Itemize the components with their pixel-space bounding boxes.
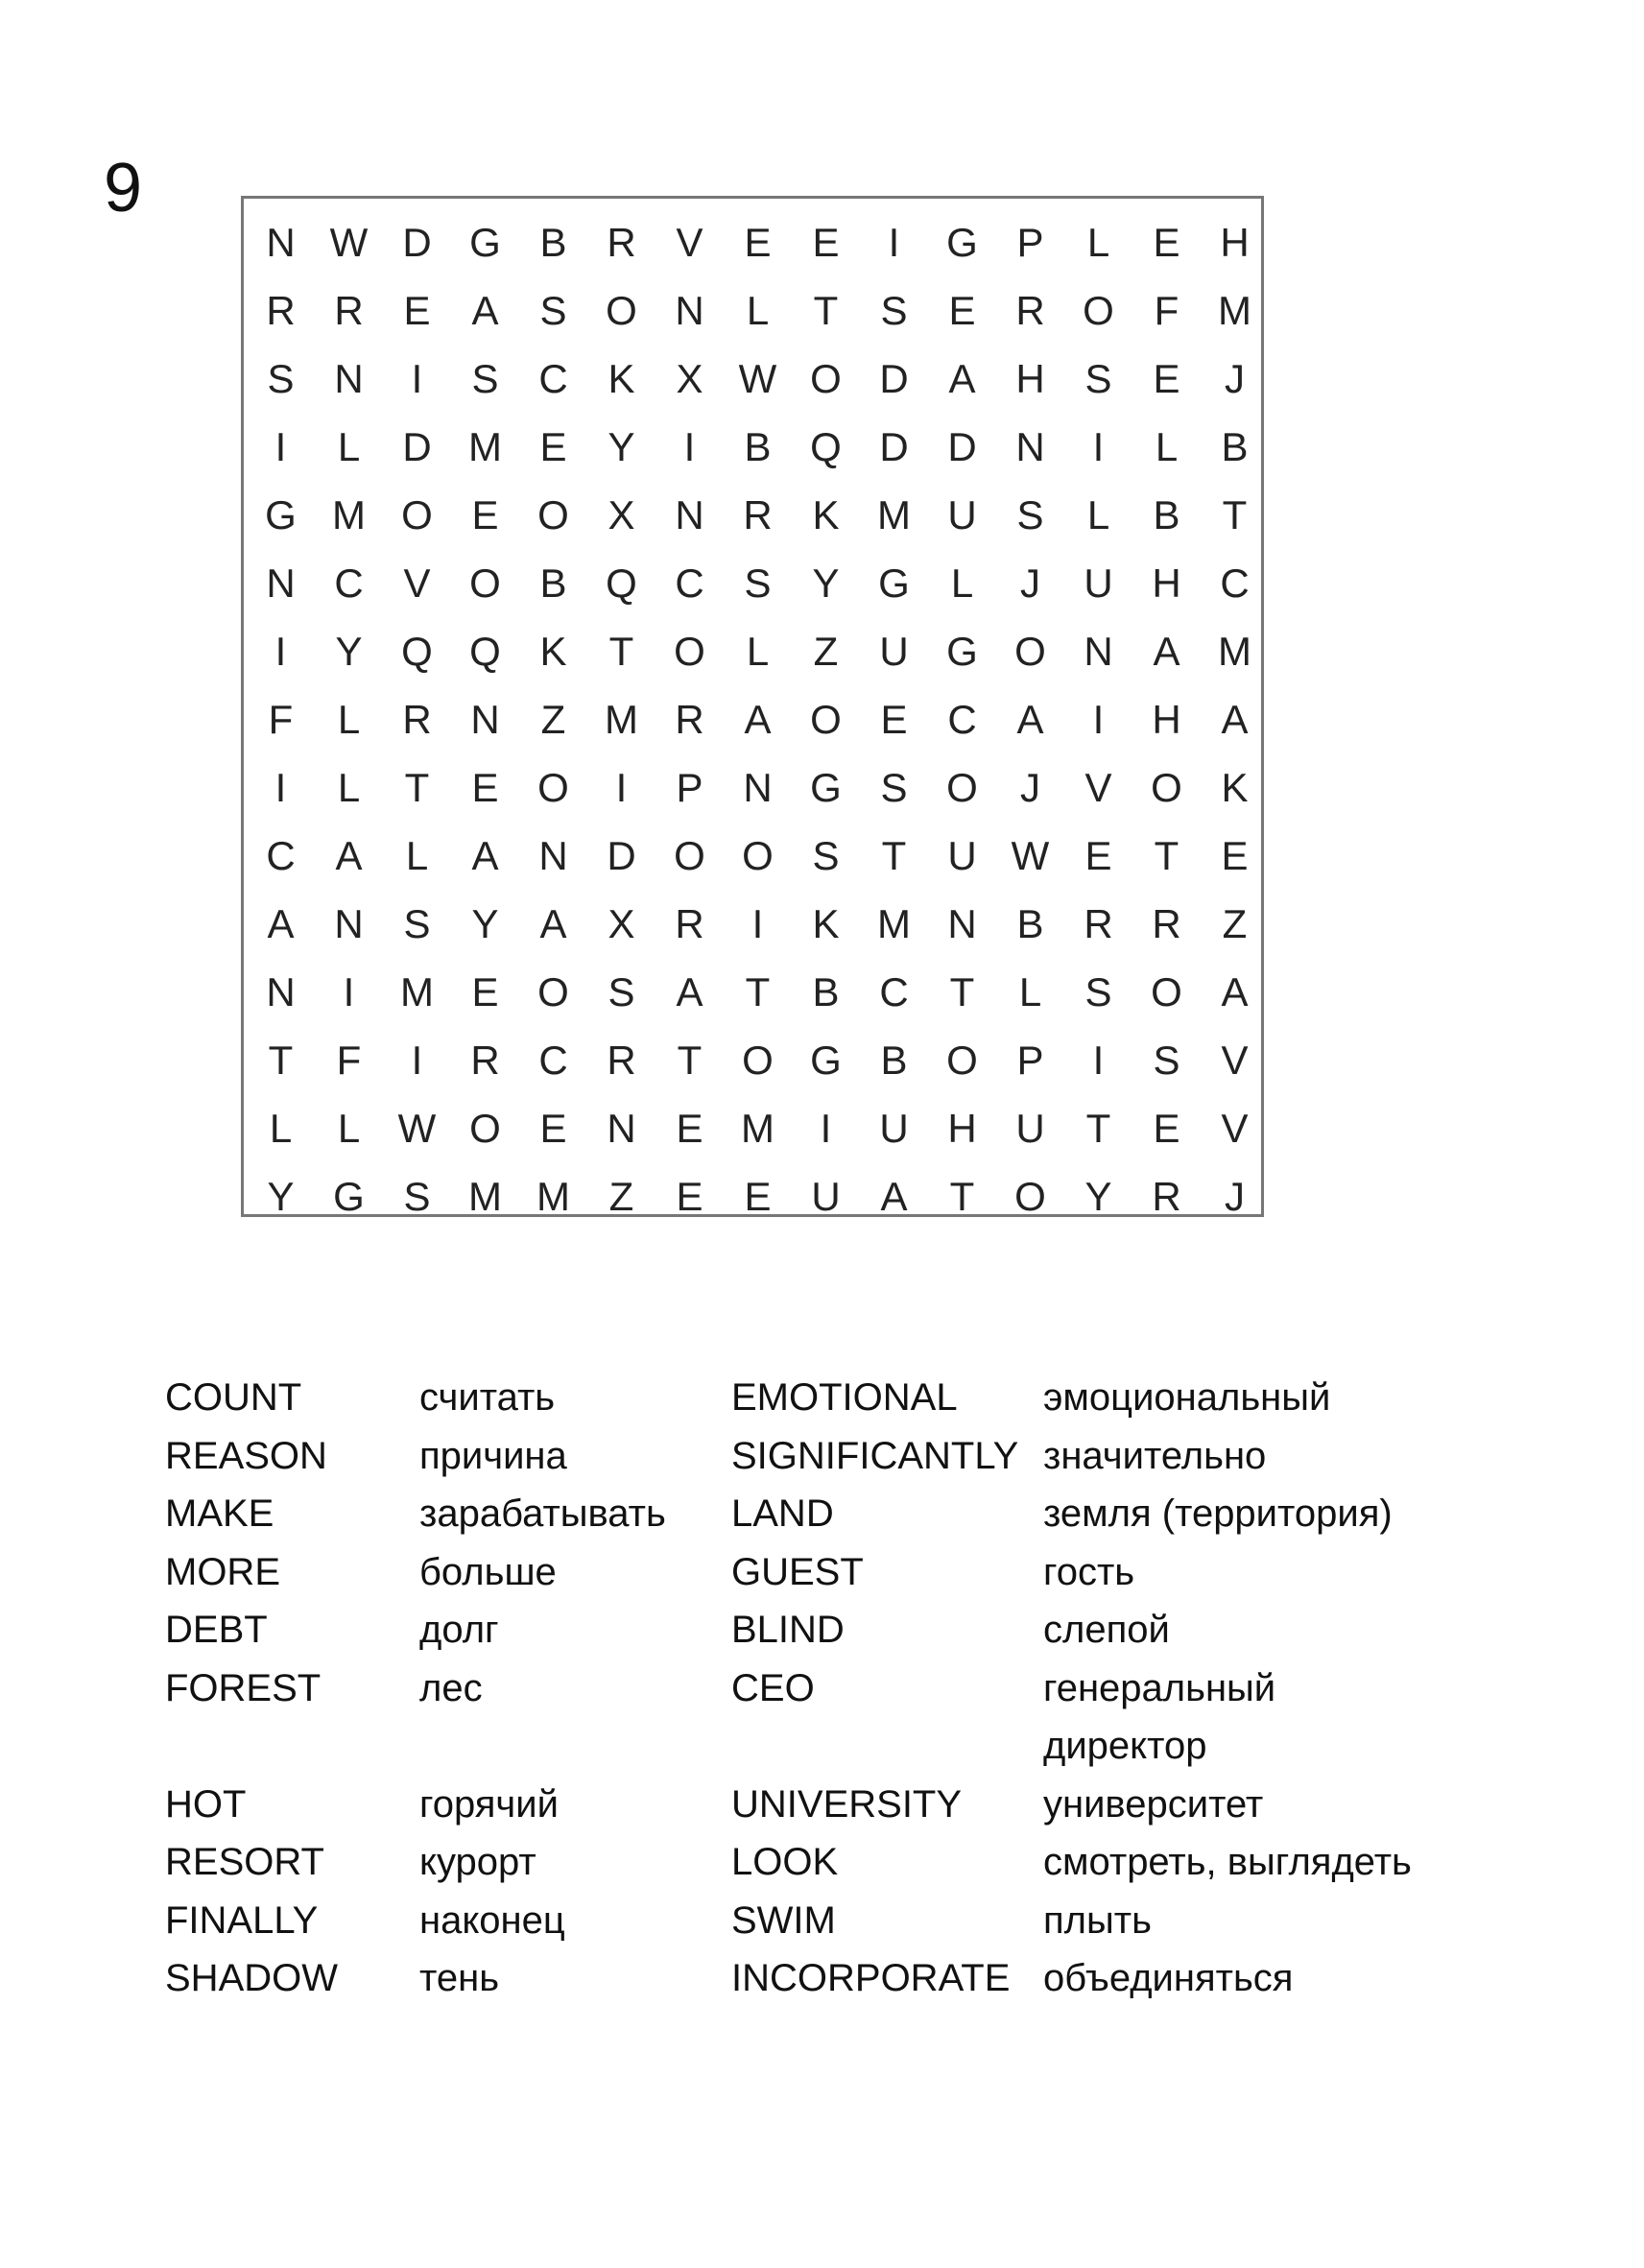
grid-letter[interactable]: A [744,696,772,742]
grid-letter[interactable]: N [266,560,296,606]
grid-letter[interactable]: A [471,832,499,878]
word-left: RESORT [165,1841,324,1883]
grid-letter[interactable]: S [1016,491,1044,537]
grid-letter[interactable]: V [1221,1105,1249,1151]
grid-letter[interactable]: T [404,764,430,810]
grid-letter[interactable]: N [743,764,773,810]
grid-letter[interactable]: P [1016,1037,1044,1083]
grid-letter[interactable]: T [745,968,771,1015]
word-left: FINALLY [165,1898,319,1942]
grid-letter[interactable]: N [266,219,296,265]
grid-letter[interactable]: U [879,628,909,674]
grid-letter[interactable]: I [1092,696,1105,742]
grid-letter[interactable]: Q [401,628,433,674]
translation-left: зарабатывать [419,1492,666,1535]
grid-letter[interactable]: C [675,560,704,606]
translation-right: плыть [1043,1898,1152,1942]
grid-letter[interactable]: O [537,764,569,810]
translation-left: считать [419,1376,556,1419]
grid-letter[interactable]: V [1084,764,1112,810]
grid-letter[interactable]: L [1086,219,1110,265]
grid-letter[interactable]: H [947,1105,977,1151]
grid-letter[interactable]: L [950,560,974,606]
grid-letter[interactable]: A [471,287,499,333]
grid-letter[interactable]: M [877,491,911,537]
grid-letter[interactable]: M [1218,287,1251,333]
grid-letter[interactable]: N [266,968,296,1015]
grid-letter[interactable]: T [268,1037,294,1083]
grid-letter[interactable]: I [411,355,423,401]
grid-letter[interactable]: U [811,1173,841,1219]
grid-letter[interactable]: H [1152,560,1181,606]
grid-letter[interactable]: O [1083,287,1114,333]
grid-letter[interactable]: G [265,491,297,537]
grid-letter[interactable]: A [676,968,703,1015]
grid-letter[interactable]: E [539,1105,567,1151]
grid-letter[interactable]: K [1221,764,1249,810]
grid-letter[interactable]: L [337,764,361,810]
grid-letter[interactable]: O [946,1037,978,1083]
grid-letter[interactable]: U [947,491,977,537]
grid-letter[interactable]: S [539,287,567,333]
grid-letter[interactable]: M [877,900,911,946]
word-list [165,1369,1437,2008]
grid-letter[interactable]: P [676,764,703,810]
grid-letter[interactable]: A [1016,696,1044,742]
grid-letter[interactable]: G [946,219,978,265]
word-left: SHADOW [165,1957,338,1999]
grid-letter[interactable]: C [879,968,909,1015]
grid-letter[interactable]: L [1018,968,1042,1015]
word-right: CEO [731,1666,815,1709]
grid-letter[interactable]: E [676,1173,703,1219]
grid-letter[interactable]: C [334,560,364,606]
grid-letter[interactable]: R [675,696,704,742]
grid-letter[interactable]: N [675,491,704,537]
grid-letter[interactable]: B [1221,423,1249,469]
grid-letter[interactable]: I [683,423,696,469]
translation-left [419,1717,731,1776]
grid-letter[interactable]: X [676,355,703,401]
grid-letter[interactable]: T [1154,832,1179,878]
grid-letter[interactable]: O [674,832,705,878]
grid-letter[interactable]: O [537,968,569,1015]
grid-letter[interactable]: G [946,628,978,674]
grid-letter[interactable]: U [879,1105,909,1151]
translation-right: гость [1043,1550,1135,1593]
word-right: LAND [731,1492,834,1535]
translation-left: больше [419,1550,557,1593]
grid-letter[interactable]: R [607,1037,636,1083]
grid-letter[interactable]: V [1221,1037,1249,1083]
grid-letter[interactable]: D [402,423,432,469]
grid-letter[interactable]: L [337,423,361,469]
grid-letter[interactable]: R [675,900,704,946]
grid-letter[interactable]: G [469,219,501,265]
grid-letter[interactable]: B [1016,900,1044,946]
grid-letter[interactable]: E [471,491,499,537]
grid-letter[interactable]: W [329,219,369,265]
grid-letter[interactable]: I [1092,1037,1105,1083]
translation-right: объединяться [1043,1957,1294,1999]
grid-letter[interactable]: M [605,696,638,742]
grid-letter[interactable]: E [948,287,976,333]
grid-letter[interactable]: T [881,832,907,878]
grid-letter[interactable]: N [675,287,704,333]
grid-letter[interactable]: M [400,968,434,1015]
grid-letter[interactable]: S [267,355,295,401]
grid-letter[interactable]: S [1153,1037,1180,1083]
grid-letter[interactable]: Q [606,560,637,606]
grid-letter[interactable]: J [1020,764,1040,810]
grid-letter[interactable]: I [1092,423,1105,469]
grid-letter[interactable]: I [343,968,355,1015]
grid-letter[interactable]: J [1020,560,1040,606]
grid-letter[interactable]: I [888,219,900,265]
grid-letter[interactable]: S [812,832,840,878]
grid-letter[interactable]: X [608,491,635,537]
grid-letter[interactable]: H [1220,219,1250,265]
grid-letter[interactable]: O [1151,764,1182,810]
grid-letter[interactable]: C [1220,560,1250,606]
grid-letter[interactable]: R [1084,900,1113,946]
grid-letter[interactable]: G [810,764,842,810]
grid-letter[interactable]: V [676,219,703,265]
grid-letter[interactable]: L [746,287,770,333]
grid-letter[interactable]: D [402,219,432,265]
grid-letter[interactable]: T [677,1037,703,1083]
grid-letter[interactable]: Z [813,628,839,674]
word-left [165,1717,419,1776]
grid-letter[interactable]: O [742,1037,774,1083]
grid-letter[interactable]: W [397,1105,437,1151]
grid-letter[interactable]: T [1085,1105,1111,1151]
grid-letter[interactable]: Y [335,628,363,674]
word-right [731,1717,1043,1776]
grid-letter[interactable]: D [879,355,909,401]
translation-left: курорт [419,1841,536,1883]
word-search-grid [241,196,1264,1217]
grid-letter[interactable]: I [411,1037,423,1083]
grid-letter[interactable]: S [403,900,431,946]
grid-letter[interactable]: H [1152,696,1181,742]
translation-left: причина [419,1434,567,1477]
grid-letter[interactable]: K [539,628,567,674]
translation-right: генеральный [1043,1666,1276,1709]
grid-letter[interactable]: E [1084,832,1112,878]
grid-letter[interactable]: C [538,1037,568,1083]
grid-letter[interactable]: M [741,1105,774,1151]
grid-letter[interactable]: A [539,900,567,946]
grid-letter[interactable]: E [1221,832,1249,878]
grid-letter[interactable]: N [334,900,364,946]
grid-letter[interactable]: L [1155,423,1179,469]
grid-letter[interactable]: O [674,628,705,674]
word-left: COUNT [165,1376,302,1419]
grid-letter[interactable]: R [1152,1173,1181,1219]
grid-letter[interactable]: H [1015,355,1045,401]
grid-letter[interactable]: C [538,355,568,401]
grid-letter[interactable]: S [744,560,772,606]
grid-letter[interactable]: N [947,900,977,946]
grid-letter[interactable]: E [539,423,567,469]
grid-letter[interactable]: O [742,832,774,878]
grid-letter[interactable]: G [333,1173,365,1219]
grid-letter[interactable]: L [405,832,429,878]
word-left: MORE [165,1550,280,1593]
grid-letter[interactable]: O [606,287,637,333]
grid-letter[interactable]: T [949,968,975,1015]
grid-letter[interactable]: Q [810,423,842,469]
grid-letter[interactable]: B [1153,491,1180,537]
grid-letter[interactable]: I [274,423,287,469]
grid-letter[interactable]: O [537,491,569,537]
grid-letter[interactable]: O [469,560,501,606]
grid-letter[interactable]: L [269,1105,293,1151]
grid-letter[interactable]: F [1154,287,1179,333]
grid-letter[interactable]: U [1084,560,1113,606]
grid-letter[interactable]: N [334,355,364,401]
grid-letter[interactable]: V [403,560,431,606]
grid-letter[interactable]: M [332,491,366,537]
grid-letter[interactable]: J [1225,1173,1245,1219]
page-number: 9 [104,150,143,227]
grid-letter[interactable]: Y [471,900,499,946]
translation-right: слепой [1043,1609,1170,1651]
translation-right: земля (территория) [1043,1492,1393,1535]
grid-letter[interactable]: N [538,832,568,878]
translation-left: тень [419,1957,500,1999]
grid-letter[interactable]: M [468,423,502,469]
word-left: REASON [165,1434,327,1477]
word-left: FOREST [165,1666,322,1709]
grid-letter[interactable]: T [1222,491,1248,537]
grid-letter[interactable]: W [738,355,777,401]
grid-letter[interactable]: S [1084,355,1112,401]
grid-letter[interactable]: O [469,1105,501,1151]
grid-letter[interactable]: J [1225,355,1245,401]
grid-letter[interactable]: C [947,696,977,742]
grid-letter[interactable]: F [336,1037,362,1083]
grid-letter[interactable]: E [744,1173,772,1219]
grid-letter[interactable]: A [1221,968,1249,1015]
grid-letter[interactable]: G [878,560,910,606]
grid-letter[interactable]: Q [469,628,501,674]
word-right: INCORPORATE [731,1957,1011,1999]
translation-right: университет [1043,1782,1264,1826]
grid-letter[interactable]: N [470,696,500,742]
grid-letter[interactable]: I [751,900,764,946]
grid-letter[interactable]: D [607,832,636,878]
grid-letter[interactable]: G [810,1037,842,1083]
grid-letter[interactable]: W [1011,832,1050,878]
grid-letter[interactable]: I [615,764,628,810]
translation-left: лес [419,1666,483,1709]
grid-letter[interactable]: A [335,832,363,878]
grid-letter[interactable]: O [1151,968,1182,1015]
grid-letter[interactable]: R [743,491,773,537]
grid-letter[interactable]: T [813,287,839,333]
grid-letter[interactable]: M [536,1173,570,1219]
translation-right: эмоциональный [1043,1376,1331,1419]
grid-letter[interactable]: Y [1084,1173,1112,1219]
grid-letter[interactable]: D [947,423,977,469]
translation-right: директор [1043,1725,1207,1767]
grid-letter[interactable]: Z [1222,900,1248,946]
grid-letter[interactable]: A [1153,628,1180,674]
grid-letter[interactable]: O [401,491,433,537]
grid-letter[interactable]: O [946,764,978,810]
grid-letter[interactable]: F [268,696,294,742]
word-right: SWIM [731,1898,836,1942]
translation-right: значительно [1043,1434,1267,1477]
grid-letter[interactable]: E [1153,355,1180,401]
grid-letter[interactable]: R [607,219,636,265]
grid-letter[interactable]: T [608,628,634,674]
grid-letter[interactable]: I [820,1105,832,1151]
grid-letter[interactable]: A [267,900,295,946]
grid-letter[interactable]: B [539,219,567,265]
grid-letter[interactable]: L [337,696,361,742]
word-right: BLIND [731,1609,845,1651]
grid-letter[interactable]: E [676,1105,703,1151]
grid-letter[interactable]: A [880,1173,908,1219]
grid-letter[interactable]: K [812,900,840,946]
grid-letter[interactable]: N [1015,423,1045,469]
translation-right: смотреть, выглядеть [1043,1841,1412,1883]
word-right: LOOK [731,1841,839,1883]
grid-letter[interactable]: L [746,628,770,674]
translation-left: горячий [419,1782,559,1826]
grid-letter[interactable]: B [812,968,840,1015]
grid-letter[interactable]: N [1084,628,1113,674]
word-left: DEBT [165,1609,268,1651]
grid-letter[interactable]: I [274,764,287,810]
grid-letter[interactable]: E [812,219,840,265]
grid-letter[interactable]: K [608,355,635,401]
grid-letter[interactable]: S [1084,968,1112,1015]
word-right: UNIVERSITY [731,1782,963,1826]
grid-letter[interactable]: X [608,900,635,946]
word-right: SIGNIFICANTLY [731,1434,1019,1477]
grid-letter[interactable]: R [266,287,296,333]
grid-letter[interactable]: Y [267,1173,295,1219]
grid-letter[interactable]: Z [608,1173,634,1219]
grid-letter[interactable]: A [1221,696,1249,742]
grid-letter[interactable]: U [1015,1105,1045,1151]
grid-letter[interactable]: R [1015,287,1045,333]
grid-letter[interactable]: E [744,219,772,265]
grid-letter[interactable]: D [879,423,909,469]
grid-letter[interactable]: E [880,696,908,742]
grid-letter[interactable]: Y [608,423,635,469]
grid-letter[interactable]: Y [812,560,840,606]
grid-letter[interactable]: E [471,764,499,810]
grid-letter[interactable]: Z [540,696,566,742]
grid-letter[interactable]: S [880,287,908,333]
grid-letter[interactable]: E [403,287,431,333]
grid-letter[interactable]: S [471,355,499,401]
grid-letter[interactable]: N [607,1105,636,1151]
grid-letter[interactable]: K [812,491,840,537]
grid-letter[interactable]: C [266,832,296,878]
grid-letter[interactable]: M [468,1173,502,1219]
grid-letter[interactable]: E [1153,1105,1180,1151]
grid-letter[interactable]: O [1014,628,1046,674]
grid-letter[interactable]: T [949,1173,975,1219]
grid-letter[interactable]: R [1152,900,1181,946]
word-right: EMOTIONAL [731,1376,958,1419]
grid-letter[interactable]: P [1016,219,1044,265]
grid-letter[interactable]: S [608,968,635,1015]
translation-left: наконец [419,1898,565,1942]
word-left: MAKE [165,1492,274,1535]
grid-letter[interactable]: R [470,1037,500,1083]
grid-letter[interactable]: O [1014,1173,1046,1219]
grid-letter[interactable]: B [539,560,567,606]
grid-letter[interactable]: S [880,764,908,810]
word-left: HOT [165,1782,247,1826]
grid-letter[interactable]: E [1153,219,1180,265]
grid-letter[interactable]: O [810,696,842,742]
grid-letter[interactable]: I [274,628,287,674]
grid-letter[interactable]: L [1086,491,1110,537]
grid-letter[interactable]: S [403,1173,431,1219]
grid-letter[interactable]: M [1218,628,1251,674]
translation-left: долг [419,1609,499,1651]
grid-letter[interactable]: L [337,1105,361,1151]
grid-letter[interactable]: R [402,696,432,742]
grid-letter[interactable]: B [880,1037,908,1083]
grid-letter[interactable]: O [810,355,842,401]
word-right: GUEST [731,1550,864,1593]
grid-letter[interactable]: U [947,832,977,878]
grid-letter[interactable]: R [334,287,364,333]
grid-letter[interactable]: B [744,423,772,469]
grid-letter[interactable]: E [471,968,499,1015]
grid-letter[interactable]: A [948,355,976,401]
